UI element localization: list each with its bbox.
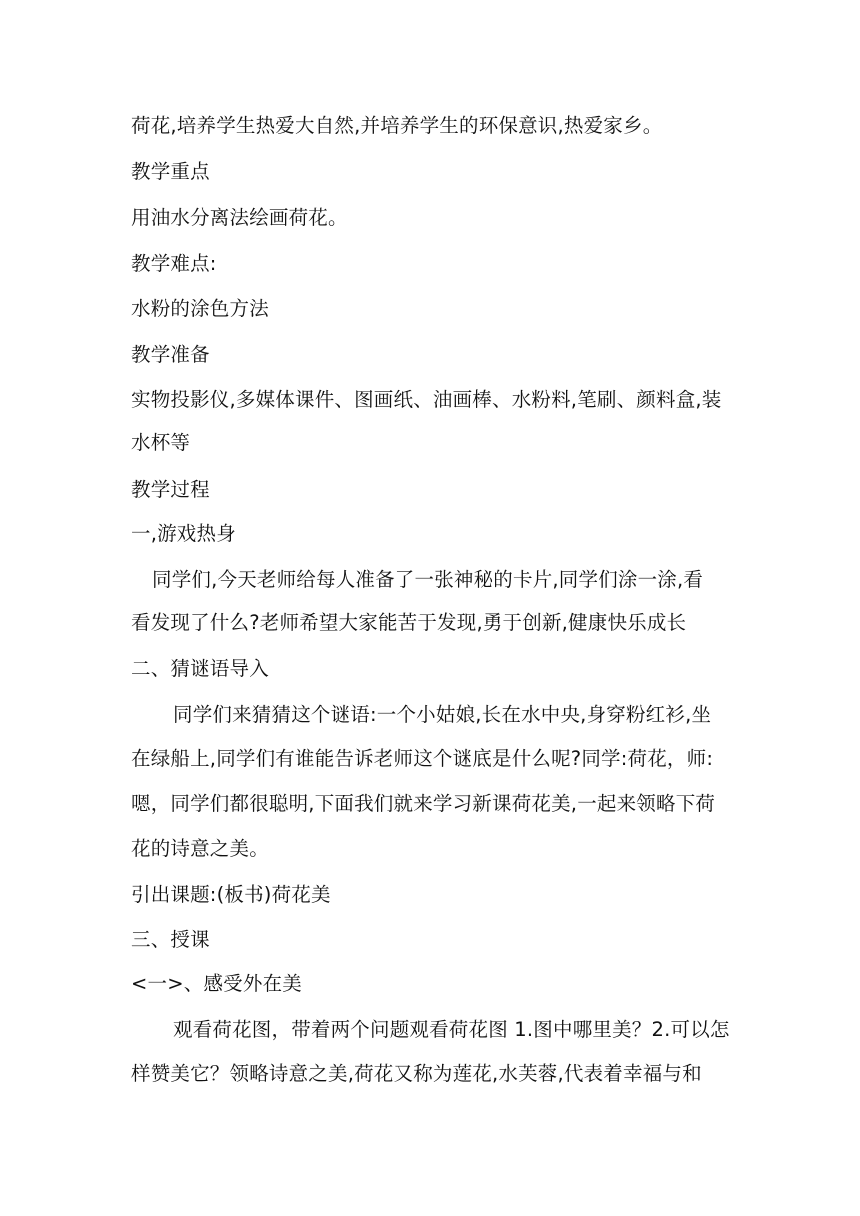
paragraph-line: 看发现了什么?老师希望大家能苦于发现,勇于创新,健康快乐成长 [131, 611, 687, 634]
paragraph-line: 观看荷花图，带着两个问题观看荷花图 1.图中哪里美？2.可以怎 [173, 1018, 730, 1041]
paragraph-line: 实物投影仪,多媒体课件、图画纸、油画棒、水粉料,笔刷、颜料盒,装 [131, 388, 722, 411]
paragraph-line: 花的诗意之美。 [131, 837, 269, 860]
section-heading: 教学难点: [131, 252, 217, 275]
paragraph-line: 水粉的涂色方法 [131, 297, 269, 320]
section-heading: <一>、感受外在美 [131, 972, 302, 995]
paragraph-line: 荷花,培养学生热爱大自然,并培养学生的环保意识,热爱家乡。 [131, 114, 663, 137]
paragraph-line: 在绿船上,同学们有谁能告诉老师这个谜底是什么呢?同学:荷花，师: [131, 747, 714, 770]
section-heading: 二、猜谜语导入 [131, 657, 269, 680]
section-heading: 一,游戏热身 [131, 522, 236, 545]
paragraph-line: 引出课题:(板书)荷花美 [131, 883, 331, 906]
paragraph-line: 同学们来猜猜这个谜语:一个小姑娘,长在水中央,身穿粉红衫,坐 [173, 703, 712, 726]
paragraph-line: 水杯等 [131, 431, 191, 454]
section-heading: 教学重点 [131, 160, 210, 183]
section-heading: 教学准备 [131, 343, 210, 366]
paragraph-line: 样赞美它？领略诗意之美,荷花又称为莲花,水芙蓉,代表着幸福与和 [131, 1062, 702, 1085]
paragraph-line: 用油水分离法绘画荷花。 [131, 206, 348, 229]
paragraph-line: 嗯，同学们都很聪明,下面我们就来学习新课荷花美,一起来领略下荷 [131, 792, 716, 815]
paragraph-line: 同学们,今天老师给每人准备了一张神秘的卡片,同学们涂一涂,看 [152, 568, 704, 591]
section-heading: 三、授课 [131, 928, 210, 951]
section-heading: 教学过程 [131, 478, 210, 501]
